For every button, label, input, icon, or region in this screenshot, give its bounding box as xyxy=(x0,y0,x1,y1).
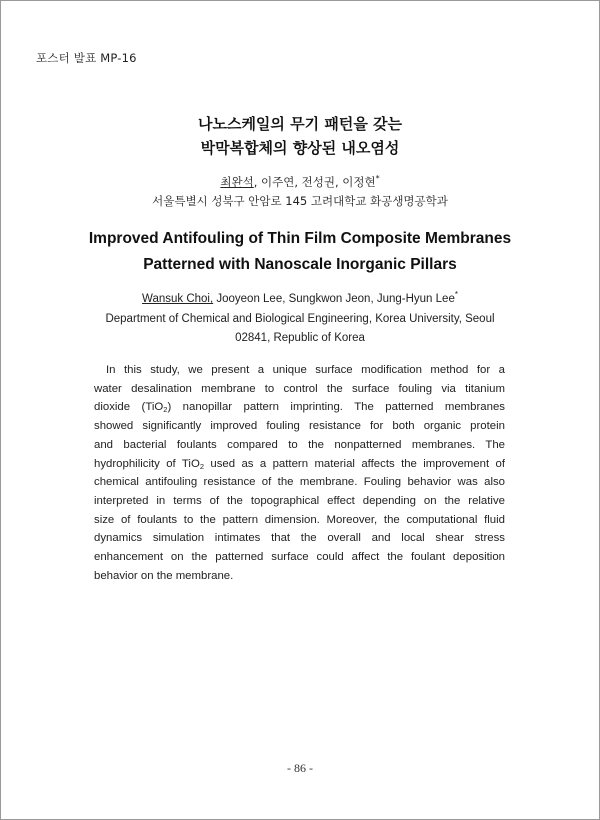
abstract-line: interpreted in terms of the topographical effect depending on the relative xyxy=(94,494,505,507)
subscript: 2 xyxy=(163,405,168,415)
english-author-block xyxy=(70,290,530,349)
abstract-line: behavior on the membrane. xyxy=(94,569,234,582)
korean-title xyxy=(0,112,600,160)
abstract-line: enhancement on the patterned surface could affect the foulant deposition xyxy=(94,551,505,564)
abstract-line: water desalination membrane to control the surface fouling via titanium xyxy=(94,382,505,395)
korean-coauthors: , 이주연, 전성권, 이정현 xyxy=(253,175,376,189)
english-title-line-1: Improved Antifouling of Thin Film Composite Membranes xyxy=(88,230,512,247)
korean-author-block xyxy=(0,173,600,211)
corresponding-author-mark: * xyxy=(454,290,458,300)
abstract-line: and bacterial foulants compared to the nonpatterned membranes. The xyxy=(94,438,505,451)
abstract-line: hydrophilicity of TiO$_2$ used as a pattern material affects the improvement of xyxy=(94,457,505,471)
abstract-line: dioxide (TiO$_2$) nanopillar pattern imprinting. The patterned membranes xyxy=(94,401,505,415)
korean-authors xyxy=(0,173,600,192)
korean-title-line-1: 나노스케일의 무기 패턴을 갖는 xyxy=(197,115,403,133)
korean-title-line-2: 박막복합체의 향상된 내오염성 xyxy=(200,139,400,157)
poster-session-label: 포스터 발표 MP-16 xyxy=(36,51,137,65)
page-number: - 86 - xyxy=(287,761,313,775)
english-affiliation-line-1: Department of Chemical and Biological Engineering, Korea University, Seoul xyxy=(105,312,495,325)
korean-affiliation: 서울특별시 성북구 안암로 145 고려대학교 화공생명공학과 xyxy=(152,194,448,208)
english-affiliation-line-2: 02841, Republic of Korea xyxy=(235,332,365,344)
subscript: 2 xyxy=(199,461,204,471)
abstract-line: dynamics simulation intimates that the overall and local shear stress xyxy=(94,532,505,545)
abstract-line: showed significantly improved fouling resistance for both organic protein xyxy=(94,420,505,433)
english-authors xyxy=(70,290,530,310)
english-coauthors: Jooyeon Lee, Sungkwon Jeon, Jung-Hyun Lee xyxy=(213,293,455,305)
abstract-line: In this study, we present a unique surface modification method for a xyxy=(106,364,505,376)
english-title-line-2: Patterned with Nanoscale Inorganic Pillars xyxy=(143,256,457,273)
english-title xyxy=(0,226,600,278)
abstract-line: size of foulants to the pattern dimension. Moreover, the computational fluid xyxy=(94,513,505,526)
english-presenter: Wansuk Choi, xyxy=(142,293,214,305)
korean-presenter: 최완석 xyxy=(220,175,254,189)
abstract-line: chemical antifouling resistance of the membrane. Fouling behavior was also xyxy=(94,476,505,489)
abstract-body xyxy=(94,361,505,585)
corresponding-author-mark: * xyxy=(375,174,380,184)
